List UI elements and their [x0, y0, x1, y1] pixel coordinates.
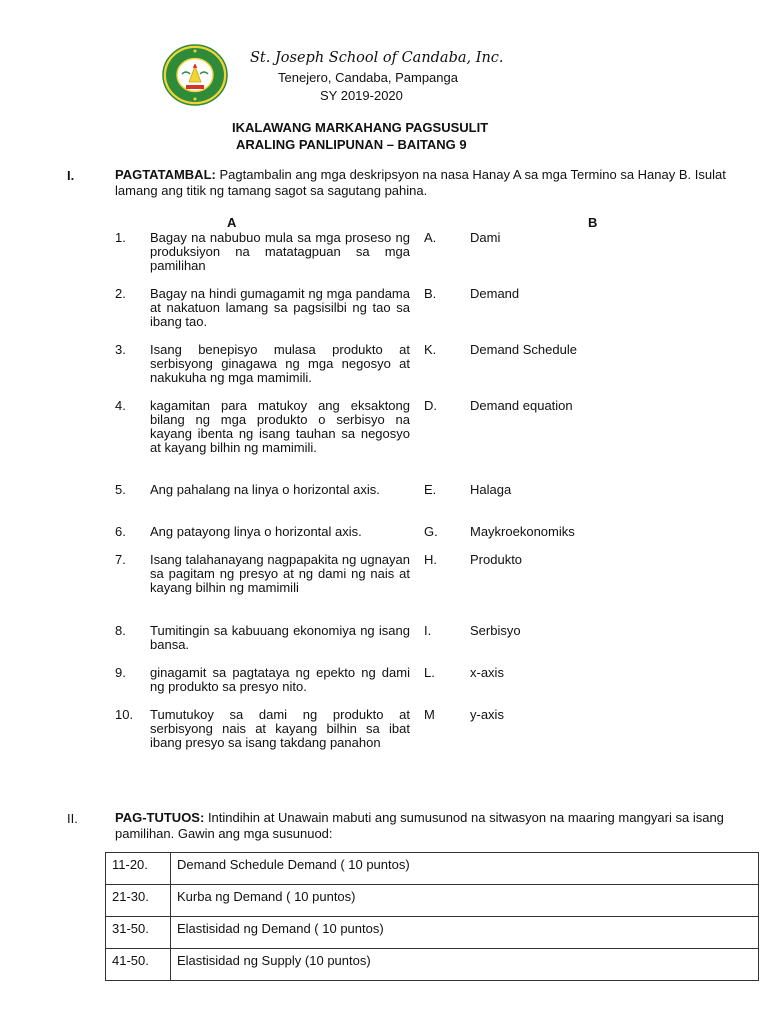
item-description: Isang talahanayang nagpapakita ng ugnayan sa pagitam ng presyo at ng dami ng nais at kayang bilhin ng mamimili [150, 552, 410, 595]
term-letter: M [424, 707, 435, 722]
table-row [106, 949, 759, 981]
table-row [106, 853, 759, 885]
term-letter: K. [424, 342, 437, 357]
term-letter: E. [424, 482, 437, 497]
item-description: Isang benepisyo mulasa produkto at serbisyong ginagawa ng mga negosyo at nakukuha ng mga mamimili. [150, 342, 410, 385]
section-1-instruction-text: Pagtambalin ang mga deskripsyon na nasa Hanay A sa mga Termino sa Hanay B. Isulat lamang ang titik ng tamang sagot sa sagutang pahina. [115, 167, 726, 198]
item-description: Ang patayong linya o horizontal axis. [150, 524, 362, 539]
item-range: 21-30. [106, 885, 171, 917]
item-description: ginagamit sa pagtataya ng epekto ng dami ng produkto sa presyo nito. [150, 665, 410, 694]
section-2-instruction-text: Intindihin at Unawain mabuti ang sumusunod na sitwasyon na maaring mangyari sa isang pamilihan. Gawin ang mga susunuod: [115, 810, 724, 841]
item-number: 8. [115, 623, 126, 638]
item-range: 41-50. [106, 949, 171, 981]
scoring-table [105, 852, 759, 981]
task-description: Elastisidad ng Supply (10 puntos) [171, 949, 759, 981]
term-letter: A. [424, 230, 437, 245]
section-2-number: II. [67, 811, 78, 826]
section-1-number: I. [67, 168, 75, 183]
item-description: Bagay na hindi gumagamit ng mga pandama at nakatuon lamang sa pagsisilbi ng tao sa ibang tao. [150, 286, 410, 329]
term-text: Halaga [470, 482, 512, 497]
item-number: 6. [115, 524, 126, 539]
task-description: Elastisidad ng Demand ( 10 puntos) [171, 917, 759, 949]
school-logo-icon [162, 44, 228, 106]
column-a-header: A [227, 215, 237, 230]
term-text: Maykroekonomiks [470, 524, 575, 539]
item-description: Tumitingin sa kabuuang ekonomiya ng isang bansa. [150, 623, 410, 652]
school-name: St. Joseph School of Candaba, Inc. [250, 50, 504, 66]
term-text: x-axis [470, 665, 504, 680]
section-1-title: PAGTATAMBAL: [115, 167, 216, 182]
term-text: y-axis [470, 707, 504, 722]
section-1-instructions [115, 167, 755, 199]
column-b-header: B [588, 215, 598, 230]
term-text: Produkto [470, 552, 523, 567]
school-year: SY 2019-2020 [320, 88, 403, 103]
term-text: Demand [470, 286, 520, 301]
item-number: 9. [115, 665, 126, 680]
item-description: kagamitan para matukoy ang eksaktong bilang ng mga produkto o serbisyo na kayang ibenta ng isang tauhan sa negosyo at kayang bilhin ng mamimili. [150, 398, 410, 455]
item-description: Ang pahalang na linya o horizontal axis. [150, 482, 380, 497]
task-description: Demand Schedule Demand ( 10 puntos) [171, 853, 759, 885]
term-text: Demand Schedule [470, 342, 577, 357]
subject-title: ARALING PANLIPUNAN – BAITANG 9 [236, 137, 467, 152]
term-text: Dami [470, 230, 501, 245]
item-description: Bagay na nabubuo mula sa mga proseso ng produksiyon na matatagpuan sa mga pamilihan [150, 230, 410, 273]
section-2-instructions [115, 810, 755, 842]
exam-title: IKALAWANG MARKAHANG PAGSUSULIT [232, 120, 489, 135]
item-number: 5. [115, 482, 126, 497]
term-letter: L. [424, 665, 435, 680]
item-number: 4. [115, 398, 126, 413]
school-address: Tenejero, Candaba, Pampanga [278, 70, 458, 85]
term-text: Serbisyo [470, 623, 521, 638]
item-number: 3. [115, 342, 126, 357]
task-description: Kurba ng Demand ( 10 puntos) [171, 885, 759, 917]
item-number: 7. [115, 552, 126, 567]
term-letter: G. [424, 524, 438, 539]
section-2-title: PAG-TUTUOS: [115, 810, 205, 825]
term-letter: B. [424, 286, 437, 301]
item-range: 31-50. [106, 917, 171, 949]
term-text: Demand equation [470, 398, 573, 413]
term-letter: I. [424, 623, 432, 638]
item-number: 2. [115, 286, 126, 301]
item-description: Tumutukoy sa dami ng produkto at serbisyong nais at kayang bilhin sa ibat ibang presyo sa isang takdang panahon [150, 707, 410, 750]
table-row [106, 885, 759, 917]
item-number: 1. [115, 230, 126, 245]
item-range: 11-20. [106, 853, 171, 885]
item-number: 10. [115, 707, 134, 722]
term-letter: D. [424, 398, 437, 413]
table-row [106, 917, 759, 949]
term-letter: H. [424, 552, 437, 567]
